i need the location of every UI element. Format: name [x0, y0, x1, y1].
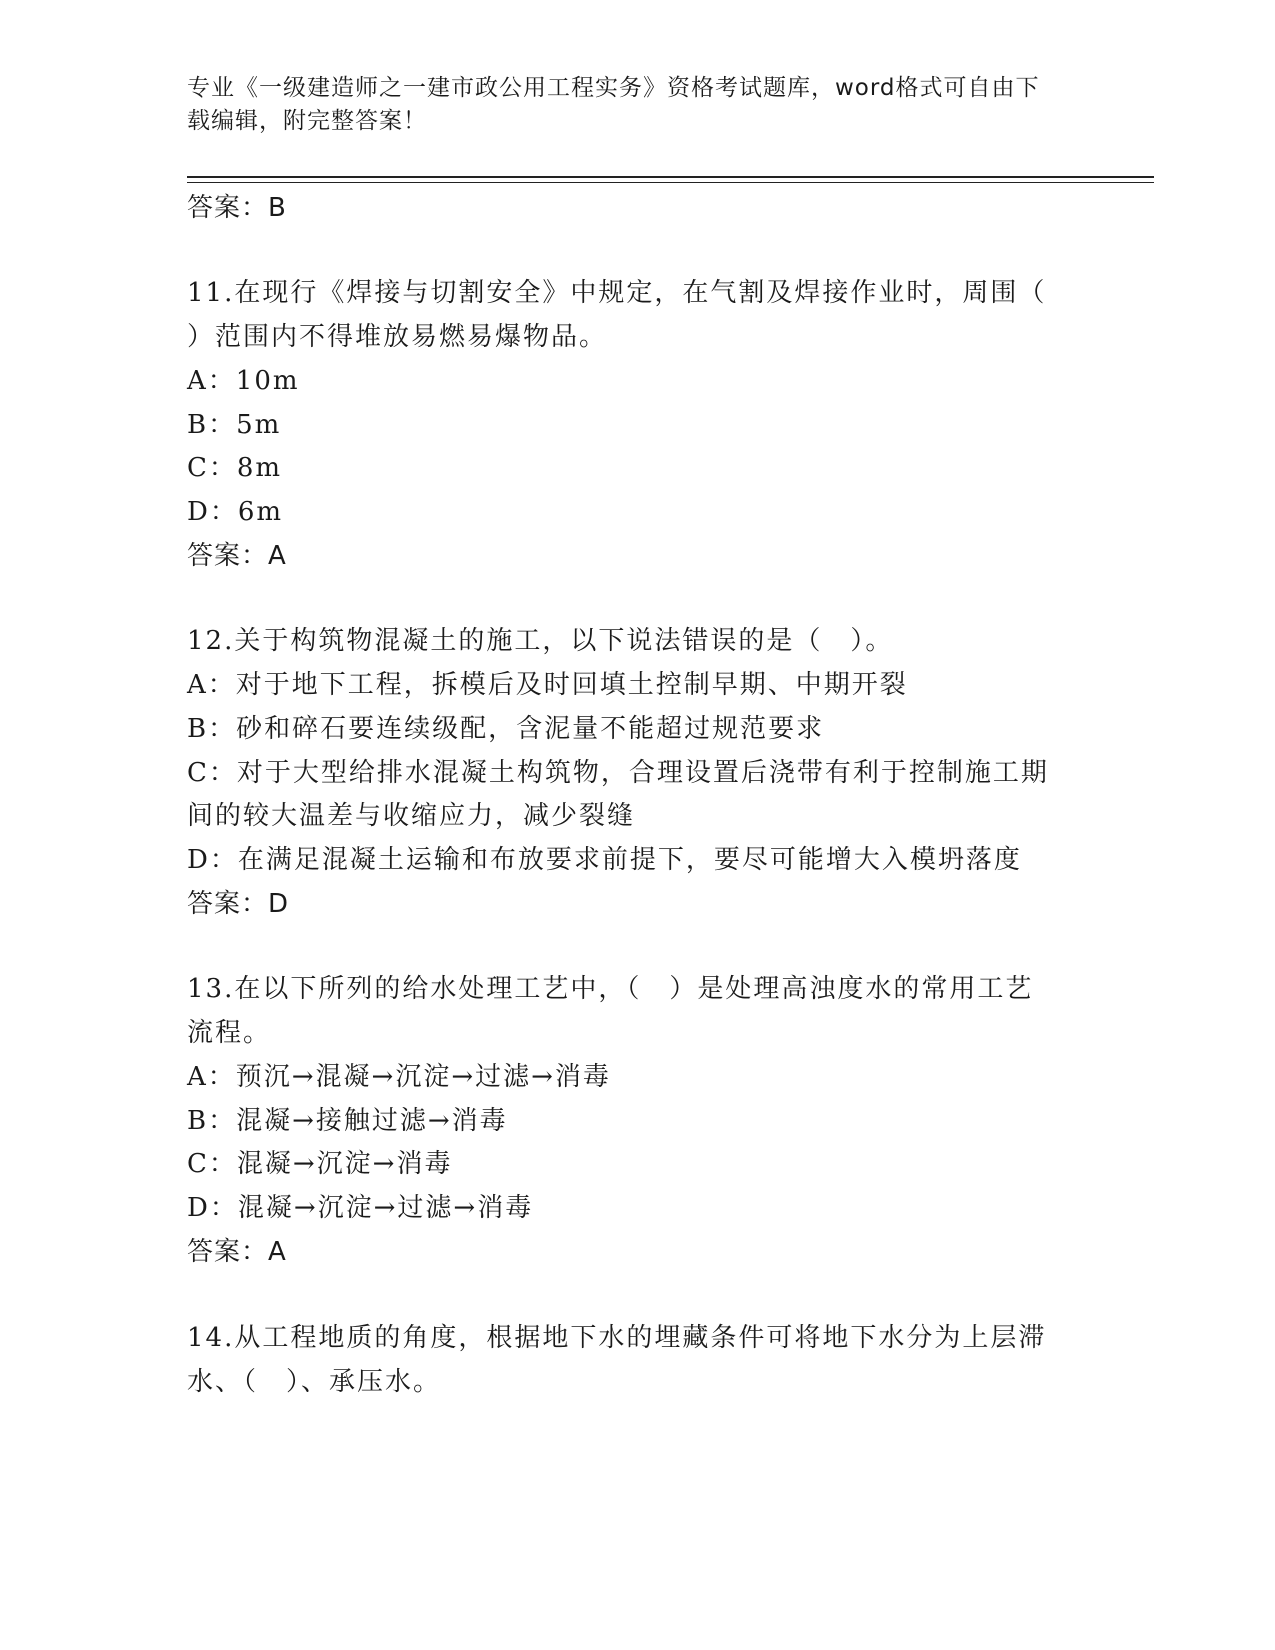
header-divider-thin — [187, 182, 1154, 183]
q13-answer: 答案：A — [187, 1237, 287, 1267]
q12-stem: 12.关于构筑物混凝土的施工，以下说法错误的是（ ）。 — [187, 626, 894, 656]
q13-option-b: B：混凝→接触过滤→消毒 — [187, 1106, 508, 1136]
header-line-2: 载编辑，附完整答案！ — [187, 108, 427, 134]
header-divider-thick — [187, 176, 1154, 178]
q12-option-b: B：砂和碎石要连续级配，含泥量不能超过规范要求 — [187, 714, 825, 744]
q11-stem-line-1: 11.在现行《焊接与切割安全》中规定，在气割及焊接作业时，周围（ — [187, 278, 1047, 308]
q14-stem-line-1: 14.从工程地质的角度，根据地下水的埋藏条件可将地下水分为上层滞 — [187, 1323, 1047, 1353]
q11-option-a: A：10m — [187, 366, 300, 396]
q11-option-c: C：8m — [187, 453, 283, 483]
q14-stem-line-2: 水、（ ）、承压水。 — [187, 1367, 442, 1397]
q11-answer: 答案：A — [187, 541, 287, 571]
q12-option-d: D：在满足混凝土运输和布放要求前提下，要尽可能增大入模坍落度 — [187, 845, 1022, 875]
q13-option-a: A：预沉→混凝→沉淀→过滤→消毒 — [187, 1062, 611, 1092]
header-line-1: 专业《一级建造师之一建市政公用工程实务》资格考试题库，word格式可自由下 — [187, 75, 1040, 101]
q11-stem-line-2: ）范围内不得堆放易燃易爆物品。 — [187, 322, 608, 352]
q13-stem-line-1: 13.在以下所列的给水处理工艺中，（ ）是处理高浊度水的常用工艺 — [187, 974, 1034, 1004]
document-header — [187, 72, 1067, 138]
q12-option-c-line-2: 间的较大温差与收缩应力，减少裂缝 — [187, 801, 636, 831]
q12-answer: 答案：D — [187, 889, 290, 919]
q12-option-c-line-1: C：对于大型给排水混凝土构筑物，合理设置后浇带有利于控制施工期 — [187, 758, 1049, 788]
q13-option-d: D：混凝→沉淀→过滤→消毒 — [187, 1193, 534, 1223]
q11-option-b: B：5m — [187, 410, 282, 440]
q13-stem-line-2: 流程。 — [187, 1018, 272, 1048]
q13-option-c: C：混凝→沉淀→消毒 — [187, 1149, 453, 1179]
answer-q10: 答案：B — [187, 193, 287, 223]
q11-option-d: D：6m — [187, 497, 284, 527]
q12-option-a: A：对于地下工程，拆模后及时回填土控制早期、中期开裂 — [187, 670, 908, 700]
